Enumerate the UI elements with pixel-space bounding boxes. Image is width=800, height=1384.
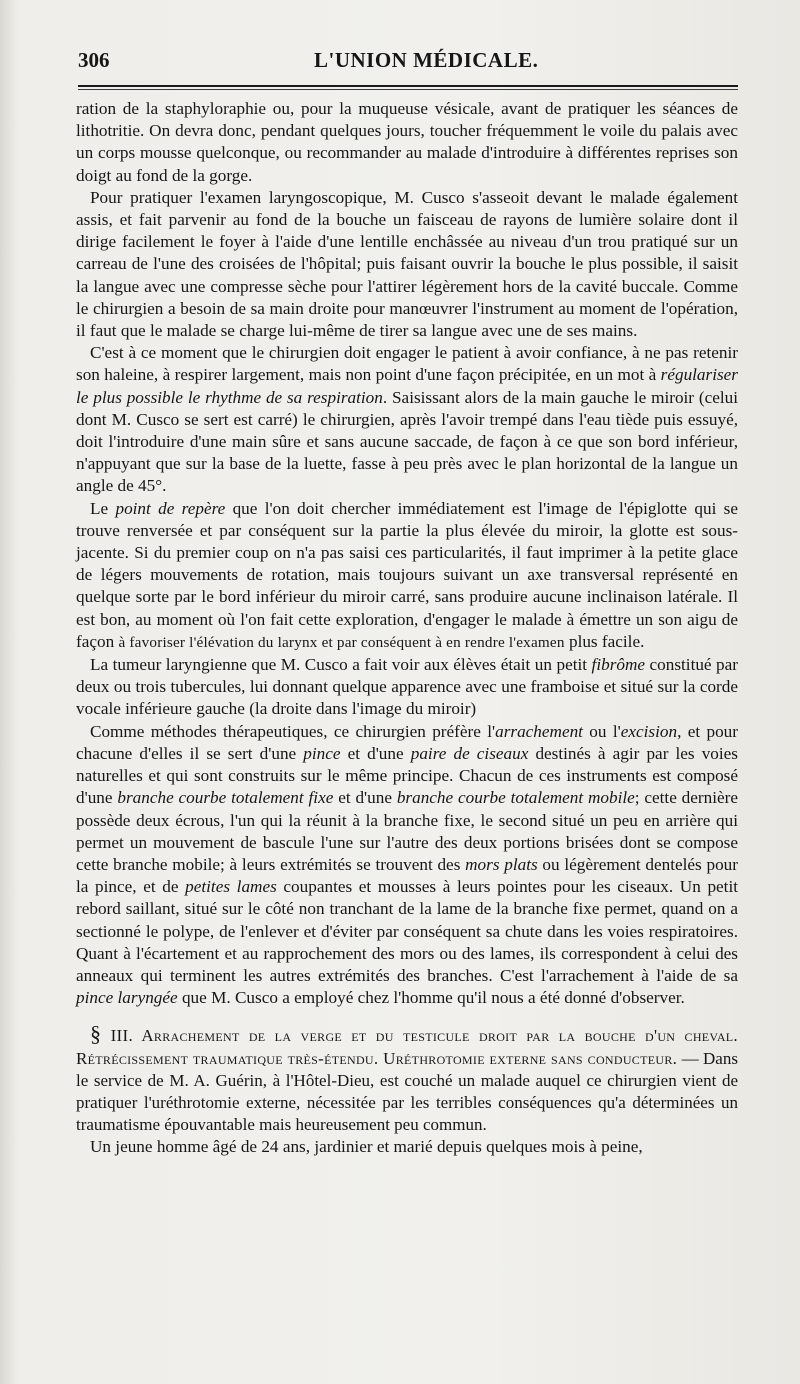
header-rule-thin [78, 89, 738, 90]
article-body [76, 98, 738, 1159]
header-rule [78, 85, 738, 87]
page-number: 306 [78, 48, 110, 72]
paragraph-6: Comme méthodes thérapeutiques, ce chirurgien préfère l'arrachement ou l'excision, et pour chacune d'elles il se sert d'une pince et d'une paire de ciseaux destinés à agir par les voies naturelles et qui sont construits sur le même principe. Chacun de ces instruments est composé d'une branche courbe totalement fixe et d'une branche courbe totalement mobile; cette dernière possède deux écrous, l'un qui la réunit à la branche fixe, le second situé un peu en arrière qui permet un mouvement de bascule l'une sur l'autre des deux portions brisées dont se compose cette branche mobile; à leurs extrémités se trouvent des mors plats ou légèrement dentelés pour la pince, et de petites lames coupantes et mousses à leurs pointes pour les ciseaux. Un petit rebord saillant, situé sur le côté non tranchant de la lame de la branche fixe permet, quand on a sectionné le polype, de l'enlever et d'éviter par conséquent sa chute dans les voies respiratoires. Quant à l'écartement et au rapprochement des mors ou des lames, ils correspondent à celui des anneaux qui terminent les autres extrémités des branches. C'est l'arrachement à l'aide de sa pince laryngée que M. Cusco a employé chez l'homme qu'il nous a été donné d'observer. [76, 721, 738, 1008]
section-intro: — Dans le service de M. A. Guérin, à l'Hôtel-Dieu, est couché un malade auquel ce chirurgien vient de pratiquer l'uréthrotomie externe, nécessitée par les terribles conséquences qu'a déterminées un traumatisme épouvantable mais heureusement peu commun. [76, 1048, 738, 1135]
page-header [78, 48, 738, 78]
section-title: III. Arrachement de la verge et du testicule droit par la bouche d'un cheval. Rétrécissement traumatique très-étendu. Uréthrotomie externe sans conducteur. [76, 1026, 738, 1068]
emphasis: régulariser le plus possible le rhythme de sa respiration [76, 365, 738, 407]
section-heading [76, 1023, 738, 1136]
paragraph-4: Le point de repère que l'on doit chercher immédiatement est l'image de l'épiglotte qui se trouve renversée et par conséquent sur la partie la plus élevée du miroir, la glotte est sous-jacente. Si du premier coup on n'a pas saisi ces particularités, il faut imprimer à la petite glace de légers mouvements de rotation, mais toujours suivant un axe transversal représenté en quelque sorte par le bord inférieur du miroir carré, sans produire aucune inclinaison latérale. Il est bon, au moment où l'on fait cette exploration, d'engager le malade à émettre un son aigu de façon à favoriser l'élévation du larynx et par conséquent à en rendre l'examen plus facile. [76, 498, 738, 651]
section-sign: § [90, 1021, 102, 1047]
running-title: L'UNION MÉDICALE. [314, 48, 539, 72]
paragraph-last: Un jeune homme âgé de 24 ans, jardinier et marié depuis quelques mois à peine, [90, 1137, 643, 1157]
emphasis: point de repère [115, 498, 226, 518]
paragraph-3: C'est à ce moment que le chirurgien doit engager le patient à avoir confiance, à ne pas retenir son haleine, à respirer largement, mais non point d'une façon précipitée, en un mot à régulariser le plus possible le rhythme de sa respiration. Saisissant alors de la main gauche le miroir (celui dont M. Cusco se sert est carré) le chirurgien, après l'avoir trempé dans l'eau tiède puis essuyé, doit l'introduire d'une main sûre et sans aucune saccade, de façon à ce que son bord inférieur, n'appuyant que sur la base de la luette, fasse à peu près avec le plan horizontal de la langue un angle de 45°. [76, 343, 738, 496]
paragraph-1: ration de la staphyloraphie ou, pour la muqueuse vésicale, avant de pratiquer les séances de lithotritie. On devra donc, pendant quelques jours, toucher fréquemment le voile du palais avec un corps mousse quelconque, ou recommander au malade d'introduire à différentes reprises son doigt au fond de la gorge. [76, 99, 738, 185]
paragraph-5: La tumeur laryngienne que M. Cusco a fait voir aux élèves était un petit fibrôme constitué par deux ou trois tubercules, lui donnant quelque apparence avec une framboise et situé sur la corde vocale inférieure gauche (la droite dans l'image du miroir) [76, 655, 739, 719]
emphasis: fibrôme [591, 655, 646, 675]
paragraph-2: Pour pratiquer l'examen laryngoscopique, M. Cusco s'asseoit devant le malade également assis, et fait parvenir au fond de la bouche un faisceau de rayons de lumière solaire dont il dirige facilement le foyer à l'aide d'une lentille enchâssée au niveau d'un trou pratiqué sur un carreau de l'une des croisées de l'hôpital; puis faisant ouvrir la bouche le plus possible, il saisit la langue avec une compresse sèche pour l'attirer légèrement hors de la cavité buccale. Comme le chirurgien a besoin de sa main droite pour manœuvrer l'instrument au moment de l'opération, il faut que le malade se charge lui-même de tirer sa langue avec une de ses mains. [76, 187, 738, 341]
